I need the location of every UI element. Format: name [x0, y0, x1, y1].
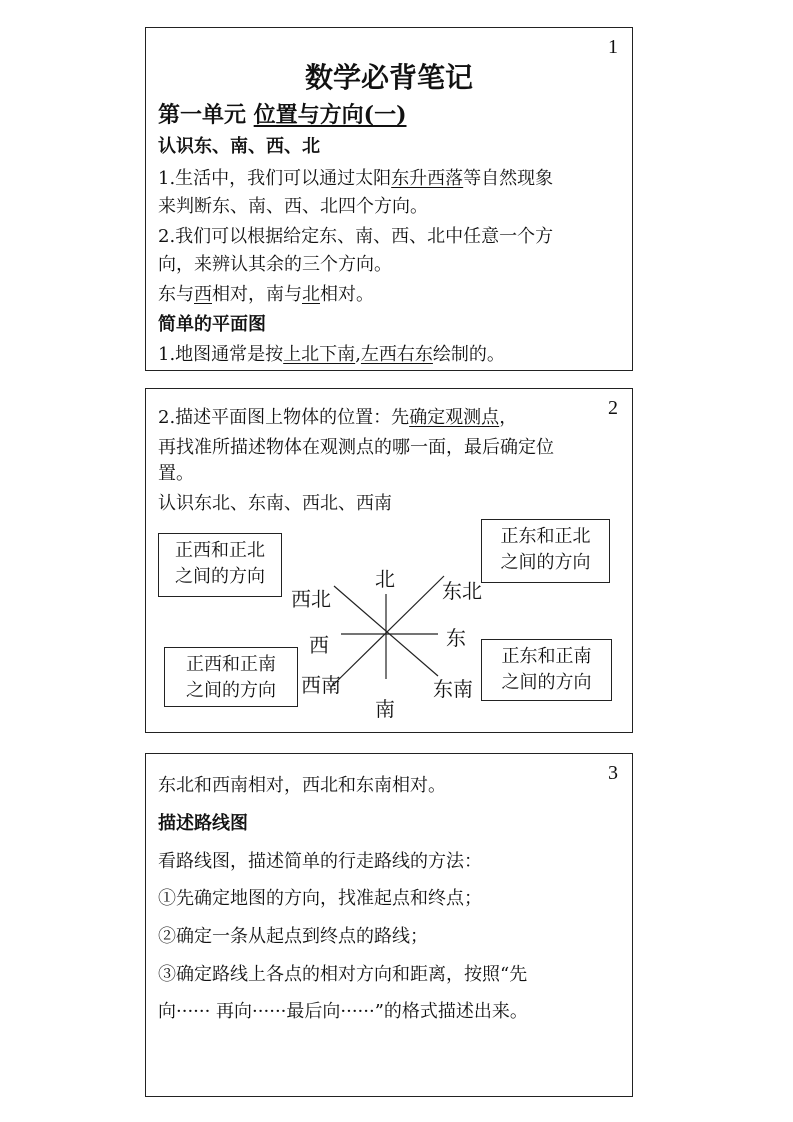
compass-rose	[146, 389, 634, 734]
label-northwest: 西北	[291, 587, 331, 611]
label-west: 西	[309, 633, 329, 657]
opposite-directions: 东与西相对，南与北相对。	[158, 284, 374, 305]
page-number: 2	[608, 397, 618, 419]
route-step-3-line-2: 向······ 再向······最后向······”的格式描述出来。	[158, 1001, 528, 1022]
describe-position-line-2: 再找准所描述物体在观测点的哪一面，最后确定位	[158, 437, 554, 458]
northeast-explanation-box: 正东和正北 之间的方向	[481, 519, 610, 583]
southwest-explanation-box: 正西和正南 之间的方向	[164, 647, 298, 707]
note-card-2	[145, 388, 633, 733]
route-step-3-line-1: ③确定路线上各点的相对方向和距离，按照“先	[158, 964, 528, 985]
note-card-3	[145, 753, 633, 1097]
map-rule: 1.地图通常是按上北下南,左西右东绘制的。	[158, 344, 505, 365]
route-intro: 看路线图，描述简单的行走路线的方法：	[158, 851, 482, 872]
route-step-2: ②确定一条从起点到终点的路线；	[158, 926, 428, 947]
paragraph-1-line-2: 来判断东、南、西、北四个方向。	[158, 196, 428, 217]
northeast-southwest-line	[331, 576, 444, 687]
label-southeast: 东南	[433, 677, 473, 701]
paragraph-2-line-1: 2.我们可以根据给定东、南、西、北中任意一个方	[158, 226, 554, 247]
page-number: 1	[608, 36, 618, 58]
southeast-explanation-box: 正东和正南 之间的方向	[481, 639, 612, 701]
paragraph-1-line-1: 1.生活中，我们可以通过太阳东升西落等自然现象	[158, 168, 554, 189]
page-number: 3	[608, 762, 618, 784]
section-heading-directions: 认识东、南、西、北	[158, 136, 320, 157]
section-heading-route: 描述路线图	[158, 813, 248, 834]
route-step-1: ①先确定地图的方向，找准起点和终点；	[158, 888, 482, 909]
label-southwest: 西南	[301, 673, 341, 697]
label-south: 南	[375, 697, 395, 721]
note-card-1	[145, 27, 633, 371]
paragraph-2-line-2: 向，来辨认其余的三个方向。	[158, 254, 392, 275]
label-northeast: 东北	[442, 579, 482, 603]
page-title: 数学必背笔记	[304, 61, 473, 94]
describe-position-line-1: 2.描述平面图上物体的位置：先确定观测点，	[158, 407, 518, 428]
describe-position-line-3: 置。	[158, 463, 194, 484]
label-east: 东	[446, 626, 466, 650]
section-heading-plan: 简单的平面图	[158, 314, 266, 335]
opposite-intercardinal: 东北和西南相对，西北和东南相对。	[158, 775, 446, 796]
unit-heading: 第一单元 位置与方向(一)	[158, 102, 407, 128]
unit-title: 位置与方向(一)	[253, 102, 407, 128]
northwest-explanation-box: 正西和正北 之间的方向	[158, 533, 282, 597]
label-north: 北	[375, 567, 395, 591]
intercardinal-heading: 认识东北、东南、西北、西南	[158, 493, 392, 514]
